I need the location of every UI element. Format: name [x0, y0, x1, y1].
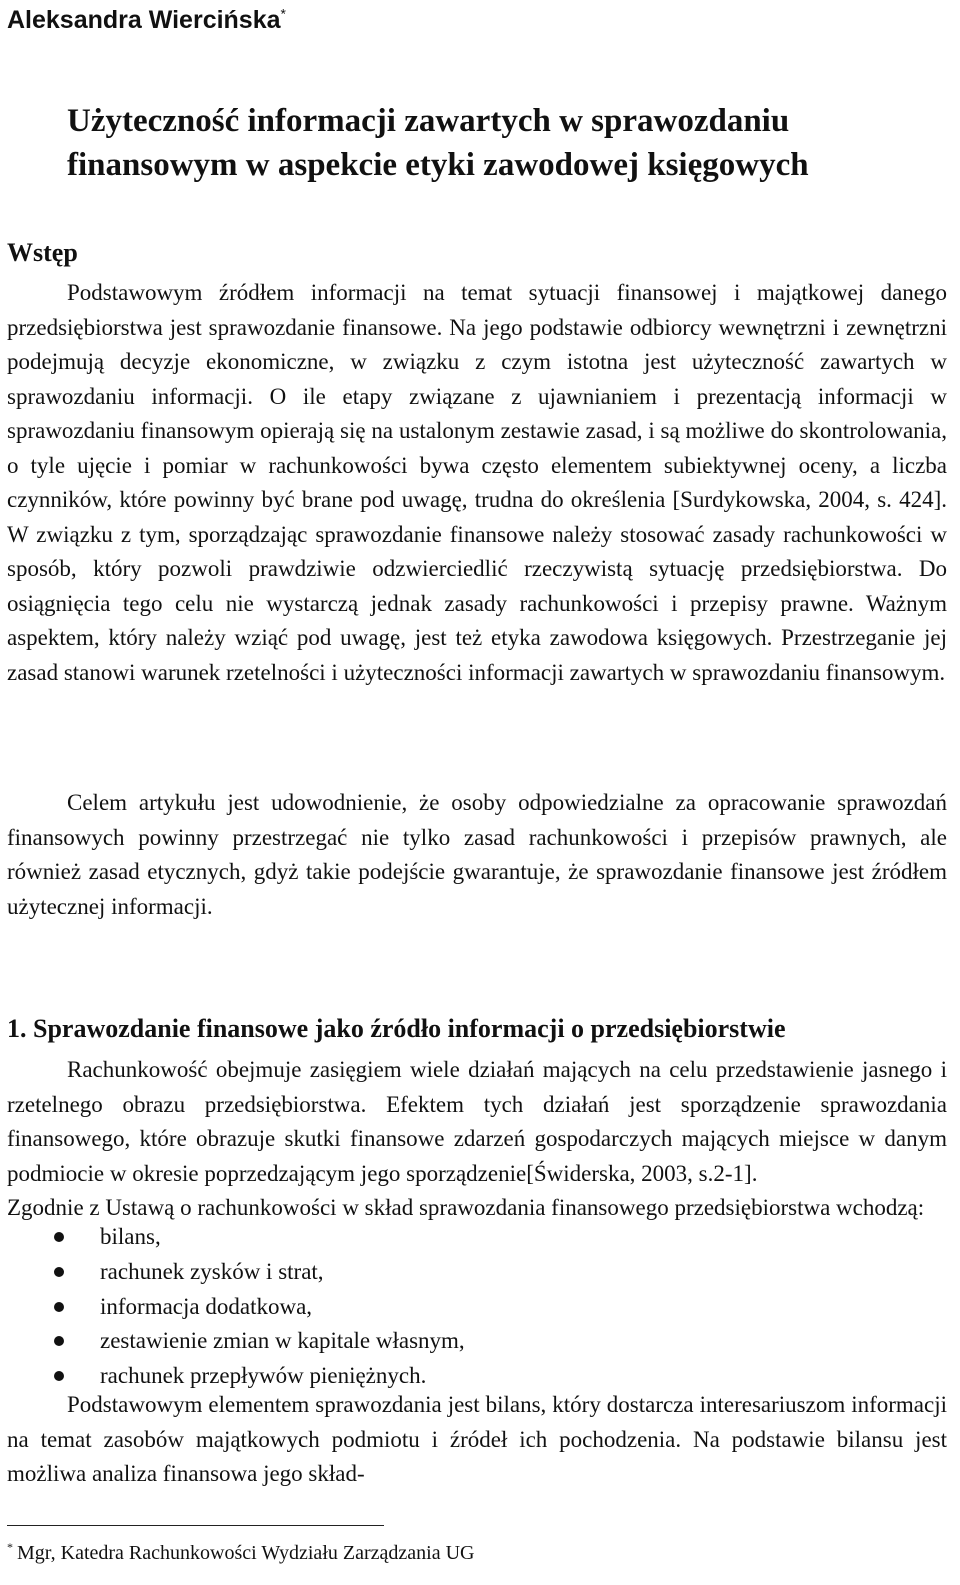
list-item [7, 1255, 465, 1290]
list-item-text: zestawienie zmian w kapitale własnym, [100, 1328, 465, 1354]
intro-paragraph-2-block [7, 786, 947, 924]
financial-statement-components-list [7, 1220, 465, 1394]
list-item [7, 1220, 465, 1255]
footnote-divider [7, 1525, 384, 1526]
list-item [7, 1324, 465, 1359]
bullet-icon [54, 1267, 64, 1277]
author-name-text: Aleksandra Wiercińska [7, 6, 281, 34]
list-item-text: rachunek zysków i strat, [100, 1258, 324, 1284]
list-item-text: informacja dodatkowa, [100, 1293, 313, 1319]
section-1-paragraph-3-block [7, 1388, 947, 1492]
title-line-2: finansowym w aspekcie etyki zawodowej księgowych [67, 147, 809, 183]
intro-heading: Wstęp [7, 238, 78, 267]
title-line-1: Użyteczność informacji zawartych w sprawozdaniu [67, 103, 790, 139]
bullet-icon [54, 1232, 64, 1242]
section-1-paragraphs [7, 1053, 947, 1226]
section-1-paragraph-2: Zgodnie z Ustawą o rachunkowości w skład sprawozdania finansowego przedsiębiorstwa wchodzą: [7, 1195, 925, 1220]
intro-paragraph-2: Celem artykułu jest udowodnienie, że osoby odpowiedzialne za opracowanie sprawozdań finansowych powinny przestrzegać nie tylko zasad rachunkowości i przepisów prawnych, ale również zasad etycznych, gdyż takie podejście gwarantuje, że sprawozdanie finansowe jest źródłem użytecznej informacji. [7, 790, 947, 919]
author-footnote-marker: * [280, 5, 286, 22]
intro-paragraph-1-block [7, 276, 947, 690]
section-1-heading: 1. Sprawozdanie finansowe jako źródło informacji o przedsiębiorstwie [7, 1014, 786, 1043]
list-item-text: bilans, [100, 1224, 161, 1249]
section-1-paragraph-1: Rachunkowość obejmuje zasięgiem wiele działań mających na celu przedstawienie jasnego i rzetelnego obrazu przedsiębiorstwa. Efektem tych działań jest sporządzenie sprawozdania finansowego, które obrazuje skutki finansowe zdarzeń gospodarczych mających miejsce w danym podmiocie w okresie poprzedzającym jego sporządzenie[Świderska, 2003, s.2-1]. [7, 1057, 947, 1186]
section-1-paragraph-3: Podstawowym elementem sprawozdania jest bilans, który dostarcza interesariuszom informacji na temat zasobów majątkowych podmiotu i źródeł ich pochodzenia. Na podstawie bilansu jest możliwa analiza finansowa jego skład- [7, 1392, 947, 1486]
footnote-text: Mgr, Katedra Rachunkowości Wydziału Zarządzania UG [17, 1542, 475, 1564]
author-name [7, 4, 286, 36]
bullet-icon [54, 1371, 64, 1381]
list-item-text: rachunek przepływów pieniężnych. [100, 1363, 427, 1389]
bullet-icon [54, 1336, 64, 1346]
footnote [7, 1539, 474, 1567]
bullet-icon [54, 1302, 64, 1312]
intro-paragraph-1: Podstawowym źródłem informacji na temat sytuacji finansowej i majątkowej danego przedsiębiorstwa jest sprawozdanie finansowe. Na jego podstawie odbiorcy wewnętrzni i zewnętrzni podejmują decyzje ekonomiczne, w związku z czym istotna jest użyteczność zawartych w sprawozdaniu informacji. O ile etapy związane z ujawnianiem i prezentacją informacji w sprawozdaniu finansowym opierają się na ustalonym zestawie zasad, i są możliwe do skontrolowania, o tyle ujęcie i pomiar w rachunkowości bywa często elementem subiektywnej oceny, a liczba czynników, które powinny być brane pod uwagę, trudna do określenia [Surdykowska, 2004, s. 424]. W związku z tym, sporządzając sprawozdanie finansowe należy stosować zasady rachunkowości w sposób, który pozwoli prawdziwie odzwierciedlić rzeczywistą sytuację przedsiębiorstwa. Do osiągnięcia tego celu nie wystarczą jednak zasady rachunkowości i przepisy prawne. Ważnym aspektem, który należy wziąć pod uwagę, jest też etyka zawodowa księgowych. Przestrzeganie jej zasad stanowi warunek rzetelności i użyteczności informacji zawartych w sprawozdaniu finansowym. [7, 280, 947, 685]
article-title [67, 99, 947, 187]
list-item [7, 1290, 465, 1325]
footnote-marker: * [7, 1540, 13, 1555]
